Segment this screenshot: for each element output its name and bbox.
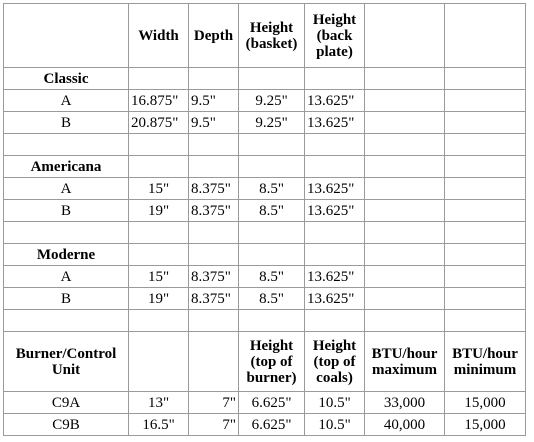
width-cell: 16.875" xyxy=(129,90,189,112)
width-cell: 19" xyxy=(129,200,189,222)
height-coals-cell: 10.5" xyxy=(305,392,365,414)
table-row xyxy=(4,392,526,414)
col-header-height-back-plate xyxy=(305,4,365,68)
depth-cell: 7" xyxy=(189,414,239,436)
header-line: Height xyxy=(249,19,294,36)
height-back-cell: 13.625" xyxy=(305,200,365,222)
depth-cell: 8.375" xyxy=(189,200,239,222)
header-line: burner) xyxy=(246,369,297,386)
header-line: BTU/hour xyxy=(452,345,518,362)
spacer-row xyxy=(4,134,526,156)
col-header-btu-minimum xyxy=(445,332,526,392)
width-cell: 15" xyxy=(129,266,189,288)
table-row xyxy=(4,178,526,200)
header-line: (top of xyxy=(250,353,293,370)
height-back-cell: 13.625" xyxy=(305,90,365,112)
header-line: Height xyxy=(312,11,357,28)
header-line: Burner/Control xyxy=(15,345,117,362)
spacer-row xyxy=(4,222,526,244)
height-basket-cell: 8.5" xyxy=(239,200,305,222)
height-back-cell: 13.625" xyxy=(305,112,365,134)
header-blank-cell xyxy=(4,4,129,68)
empty-cell xyxy=(189,332,239,392)
btu-min-cell: 15,000 xyxy=(445,414,526,436)
unit-cell: C9B xyxy=(4,414,129,436)
model-cell: A xyxy=(4,90,129,112)
burner-header-row xyxy=(4,332,526,392)
header-line: Unit xyxy=(51,361,81,378)
height-basket-cell: 9.25" xyxy=(239,90,305,112)
header-line: maximum xyxy=(372,361,437,378)
header-line: Height xyxy=(249,337,294,354)
empty-cell xyxy=(365,4,445,68)
height-basket-cell: 8.5" xyxy=(239,178,305,200)
width-cell: 16.5" xyxy=(129,414,189,436)
table-row xyxy=(4,200,526,222)
empty-cell xyxy=(129,332,189,392)
col-header-height-top-of-burner xyxy=(239,332,305,392)
table-row xyxy=(4,414,526,436)
model-cell: B xyxy=(4,200,129,222)
width-cell: 20.875" xyxy=(129,112,189,134)
section-title: Moderne xyxy=(4,244,129,266)
height-back-cell: 13.625" xyxy=(305,178,365,200)
header-row xyxy=(4,4,526,68)
dimensions-table xyxy=(3,3,526,436)
height-burner-cell: 6.625" xyxy=(239,414,305,436)
section-row xyxy=(4,156,526,178)
header-line: (basket) xyxy=(245,35,298,52)
header-line: Height xyxy=(312,337,357,354)
unit-cell: C9A xyxy=(4,392,129,414)
depth-cell: 8.375" xyxy=(189,178,239,200)
col-header-btu-maximum xyxy=(365,332,445,392)
width-cell: 13" xyxy=(129,392,189,414)
spacer-row xyxy=(4,310,526,332)
depth-cell: 7" xyxy=(189,392,239,414)
btu-max-cell: 40,000 xyxy=(365,414,445,436)
section-row xyxy=(4,68,526,90)
col-header-width: Width xyxy=(129,4,189,68)
col-header-height-basket xyxy=(239,4,305,68)
header-line: plate) xyxy=(316,43,353,60)
depth-cell: 8.375" xyxy=(189,266,239,288)
table-row xyxy=(4,112,526,134)
height-basket-cell: 8.5" xyxy=(239,266,305,288)
section-title: Classic xyxy=(4,68,129,90)
model-cell: A xyxy=(4,266,129,288)
height-basket-cell: 9.25" xyxy=(239,112,305,134)
col-header-burner-unit xyxy=(4,332,129,392)
header-line: (top of xyxy=(313,353,356,370)
header-line: minimum xyxy=(453,361,517,378)
depth-cell: 9.5" xyxy=(189,90,239,112)
width-cell: 19" xyxy=(129,288,189,310)
model-cell: A xyxy=(4,178,129,200)
table-row xyxy=(4,288,526,310)
col-header-height-top-of-coals xyxy=(305,332,365,392)
height-coals-cell: 10.5" xyxy=(305,414,365,436)
header-line: (back xyxy=(316,27,353,44)
depth-cell: 9.5" xyxy=(189,112,239,134)
table-row xyxy=(4,90,526,112)
btu-max-cell: 33,000 xyxy=(365,392,445,414)
btu-min-cell: 15,000 xyxy=(445,392,526,414)
header-line: BTU/hour xyxy=(371,345,438,362)
depth-cell: 8.375" xyxy=(189,288,239,310)
height-back-cell: 13.625" xyxy=(305,266,365,288)
height-basket-cell: 8.5" xyxy=(239,288,305,310)
section-title: Americana xyxy=(4,156,129,178)
height-burner-cell: 6.625" xyxy=(239,392,305,414)
col-header-depth: Depth xyxy=(189,4,239,68)
header-line: coals) xyxy=(316,369,353,386)
table-row xyxy=(4,266,526,288)
height-back-cell: 13.625" xyxy=(305,288,365,310)
empty-cell xyxy=(445,4,526,68)
model-cell: B xyxy=(4,288,129,310)
model-cell: B xyxy=(4,112,129,134)
section-row xyxy=(4,244,526,266)
width-cell: 15" xyxy=(129,178,189,200)
